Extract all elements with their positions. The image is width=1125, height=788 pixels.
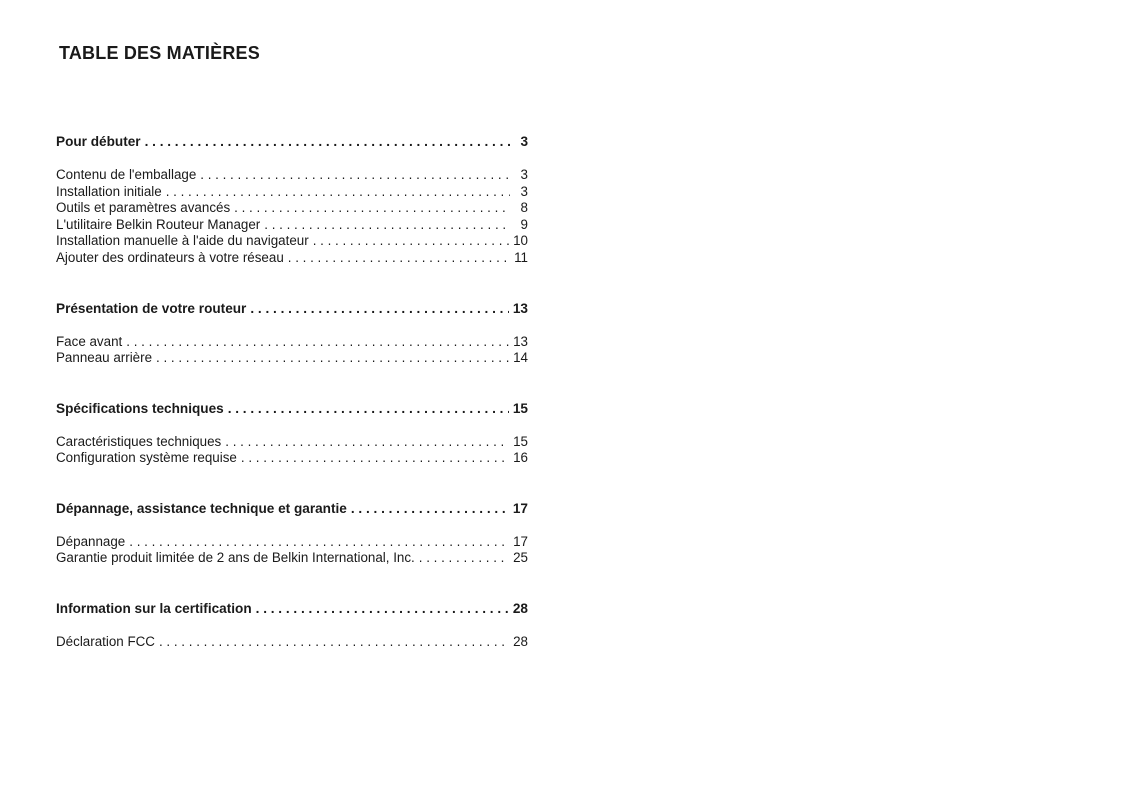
toc-entry-label: Dépannage bbox=[56, 533, 126, 549]
toc-entry-label: L'utilitaire Belkin Routeur Manager bbox=[56, 216, 261, 232]
toc-page-number: 10 bbox=[513, 233, 528, 249]
dot-leader bbox=[234, 200, 510, 217]
toc-page-number: 15 bbox=[513, 433, 528, 449]
dot-leader bbox=[256, 601, 509, 618]
toc-heading[interactable] bbox=[56, 601, 528, 618]
toc-heading[interactable] bbox=[56, 501, 528, 518]
toc-page-number: 15 bbox=[512, 400, 528, 416]
toc-entry-label: Face avant bbox=[56, 333, 123, 349]
toc-entry[interactable] bbox=[56, 550, 528, 567]
toc-page-number: 28 bbox=[512, 601, 528, 617]
toc-entry-label: Installation manuelle à l'aide du navigateur bbox=[56, 233, 309, 249]
toc-page-number: 13 bbox=[512, 300, 528, 316]
toc-entry[interactable] bbox=[56, 200, 528, 217]
toc-heading-label: Information sur la certification bbox=[56, 601, 252, 617]
toc-entry[interactable] bbox=[56, 534, 528, 551]
dot-leader bbox=[126, 334, 509, 351]
toc-page-number: 16 bbox=[513, 450, 528, 466]
dot-leader bbox=[264, 217, 510, 234]
toc-heading-label: Présentation de votre routeur bbox=[56, 300, 247, 316]
toc-page-number: 11 bbox=[514, 249, 528, 265]
toc-page-number: 13 bbox=[513, 333, 528, 349]
toc-entry-label: Contenu de l'emballage bbox=[56, 166, 197, 182]
toc-section-certification bbox=[56, 601, 528, 651]
toc-entry[interactable] bbox=[56, 334, 528, 351]
toc-entry-label: Configuration système requise bbox=[56, 450, 237, 466]
toc-page-number: 17 bbox=[513, 533, 528, 549]
toc-heading-label: Dépannage, assistance technique et garantie bbox=[56, 500, 347, 516]
dot-leader bbox=[228, 401, 509, 418]
toc-page-number: 28 bbox=[513, 634, 528, 650]
toc-entry[interactable] bbox=[56, 434, 528, 451]
toc-entry[interactable] bbox=[56, 634, 528, 651]
toc-heading-label: Spécifications techniques bbox=[56, 400, 224, 416]
toc-entry[interactable] bbox=[56, 167, 528, 184]
dot-leader bbox=[419, 550, 509, 567]
toc-page-number: 17 bbox=[512, 500, 528, 516]
toc-entry-label: Panneau arrière bbox=[56, 350, 153, 366]
dot-leader bbox=[288, 250, 510, 267]
toc-section-depannage bbox=[56, 501, 528, 567]
toc-entry[interactable] bbox=[56, 217, 528, 234]
toc-entry-label: Ajouter des ordinateurs à votre réseau bbox=[56, 249, 284, 265]
toc-section-pour-debuter bbox=[56, 134, 528, 267]
dot-leader bbox=[156, 350, 509, 367]
toc-page-number: 3 bbox=[520, 134, 528, 149]
toc-entry[interactable] bbox=[56, 184, 528, 201]
dot-leader bbox=[200, 167, 510, 184]
dot-leader bbox=[145, 134, 510, 151]
toc-section-specifications bbox=[56, 401, 528, 467]
toc-heading[interactable] bbox=[56, 134, 528, 151]
toc-entry[interactable] bbox=[56, 250, 528, 267]
dot-leader bbox=[351, 501, 509, 518]
toc-heading-label: Pour débuter bbox=[56, 134, 141, 149]
toc-heading[interactable] bbox=[56, 401, 528, 418]
toc-entry[interactable] bbox=[56, 233, 528, 250]
dot-leader bbox=[313, 233, 509, 250]
toc-heading[interactable] bbox=[56, 301, 528, 318]
page-title: TABLE DES MATIÈRES bbox=[59, 43, 260, 63]
toc-page-number: 3 bbox=[520, 183, 528, 199]
toc-entry-label: Caractéristiques techniques bbox=[56, 433, 222, 449]
dot-leader bbox=[250, 301, 509, 318]
toc-page-number: 25 bbox=[513, 550, 528, 566]
toc-entry-label: Installation initiale bbox=[56, 183, 162, 199]
dot-leader bbox=[225, 434, 509, 451]
dot-leader bbox=[159, 634, 509, 651]
toc-page-number: 8 bbox=[520, 200, 528, 216]
toc-entry-label: Garantie produit limitée de 2 ans de Belkin International, Inc. bbox=[56, 550, 415, 566]
toc-entry[interactable] bbox=[56, 450, 528, 467]
toc-entry-label: Outils et paramètres avancés bbox=[56, 200, 231, 216]
table-of-contents bbox=[56, 134, 528, 651]
toc-page-number: 9 bbox=[520, 216, 528, 232]
dot-leader bbox=[241, 450, 509, 467]
toc-page-number: 14 bbox=[513, 350, 528, 366]
toc-entry-label: Déclaration FCC bbox=[56, 634, 155, 650]
dot-leader bbox=[129, 534, 509, 551]
toc-page-number: 3 bbox=[520, 166, 528, 182]
toc-entry[interactable] bbox=[56, 350, 528, 367]
dot-leader bbox=[166, 184, 510, 201]
toc-section-presentation bbox=[56, 301, 528, 367]
